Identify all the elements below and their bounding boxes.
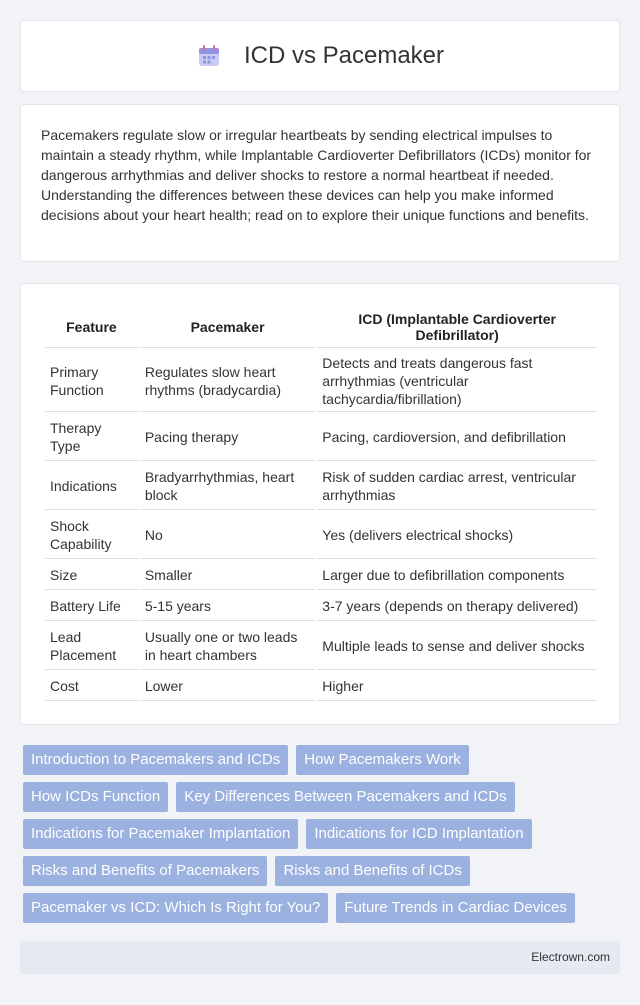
table-cell: 3-7 years (depends on therapy delivered) bbox=[317, 592, 597, 621]
link-which-is-right[interactable]: Pacemaker vs ICD: Which Is Right for You? bbox=[23, 893, 328, 923]
intro-paragraph: Pacemakers regulate slow or irregular heartbeats by sending electrical impulses to maintain a steady rhythm, while Implantable Cardioverter Defibrillators (ICDs) monitor for dangerous arrhythmias and deliver shocks to restore a normal heartbeat if needed. Understanding the differences between these devices can help you make informed decisions about your heart health; read on to explore their unique functions and benefits. bbox=[41, 127, 592, 223]
link-key-differences[interactable]: Key Differences Between Pacemakers and ICDs bbox=[176, 782, 514, 812]
table-cell: Battery Life bbox=[45, 592, 138, 621]
table-row bbox=[45, 350, 597, 412]
table-cell: Yes (delivers electrical shocks) bbox=[317, 512, 597, 559]
links-row bbox=[20, 819, 620, 849]
link-icd-risks-benefits[interactable]: Risks and Benefits of ICDs bbox=[275, 856, 469, 886]
intro-card bbox=[20, 104, 620, 262]
links-row bbox=[20, 782, 620, 812]
links-row bbox=[20, 893, 620, 923]
table-cell: No bbox=[140, 512, 315, 559]
table-cell: Multiple leads to sense and deliver shocks bbox=[317, 623, 597, 670]
table-cell: Larger due to defibrillation components bbox=[317, 561, 597, 590]
link-future-trends[interactable]: Future Trends in Cardiac Devices bbox=[336, 893, 575, 923]
table-cell: Pacing, cardioversion, and defibrillation bbox=[317, 414, 597, 461]
header-feature: Feature bbox=[45, 306, 138, 348]
table-cell: Size bbox=[45, 561, 138, 590]
link-pacemaker-risks-benefits[interactable]: Risks and Benefits of Pacemakers bbox=[23, 856, 267, 886]
footer-site-name[interactable]: Electrown.com bbox=[531, 950, 610, 964]
table-row bbox=[45, 672, 597, 701]
table-cell: Shock Capability bbox=[45, 512, 138, 559]
link-how-pacemakers-work[interactable]: How Pacemakers Work bbox=[296, 745, 468, 775]
table-cell: Higher bbox=[317, 672, 597, 701]
table-cell: Lead Placement bbox=[45, 623, 138, 670]
link-pacemaker-indications[interactable]: Indications for Pacemaker Implantation bbox=[23, 819, 298, 849]
calendar-icon bbox=[196, 43, 222, 69]
table-cell: Therapy Type bbox=[45, 414, 138, 461]
topic-links bbox=[20, 745, 620, 930]
links-row bbox=[20, 856, 620, 886]
table-row bbox=[45, 414, 597, 461]
table-card bbox=[20, 283, 620, 725]
title-card bbox=[20, 20, 620, 92]
links-row bbox=[20, 745, 620, 775]
table-row bbox=[45, 561, 597, 590]
table-cell: Pacing therapy bbox=[140, 414, 315, 461]
table-cell: Primary Function bbox=[45, 350, 138, 412]
table-cell: Usually one or two leads in heart chambers bbox=[140, 623, 315, 670]
table-cell: Indications bbox=[45, 463, 138, 510]
table-header-row bbox=[45, 306, 597, 348]
link-icd-indications[interactable]: Indications for ICD Implantation bbox=[306, 819, 531, 849]
table-row bbox=[45, 592, 597, 621]
footer bbox=[20, 941, 620, 974]
table-cell: Bradyarrhythmias, heart block bbox=[140, 463, 315, 510]
table-row bbox=[45, 512, 597, 559]
table-cell: 5-15 years bbox=[140, 592, 315, 621]
table-cell: Regulates slow heart rhythms (bradycardia) bbox=[140, 350, 315, 412]
table-cell: Smaller bbox=[140, 561, 315, 590]
page-title: ICD vs Pacemaker bbox=[243, 42, 445, 69]
header-icd: ICD (Implantable Cardioverter Defibrillator) bbox=[317, 306, 597, 348]
table-row bbox=[45, 463, 597, 510]
link-intro-pacemakers-icds[interactable]: Introduction to Pacemakers and ICDs bbox=[23, 745, 288, 775]
table-cell: Detects and treats dangerous fast arrhythmias (ventricular tachycardia/fibrillation) bbox=[317, 350, 597, 412]
table-cell: Lower bbox=[140, 672, 315, 701]
title-wrap bbox=[196, 42, 444, 70]
table-cell: Cost bbox=[45, 672, 138, 701]
comparison-table bbox=[43, 304, 599, 703]
table-cell: Risk of sudden cardiac arrest, ventricular arrhythmias bbox=[317, 463, 597, 510]
link-how-icds-function[interactable]: How ICDs Function bbox=[23, 782, 168, 812]
header-pacemaker: Pacemaker bbox=[140, 306, 315, 348]
table-row bbox=[45, 623, 597, 670]
